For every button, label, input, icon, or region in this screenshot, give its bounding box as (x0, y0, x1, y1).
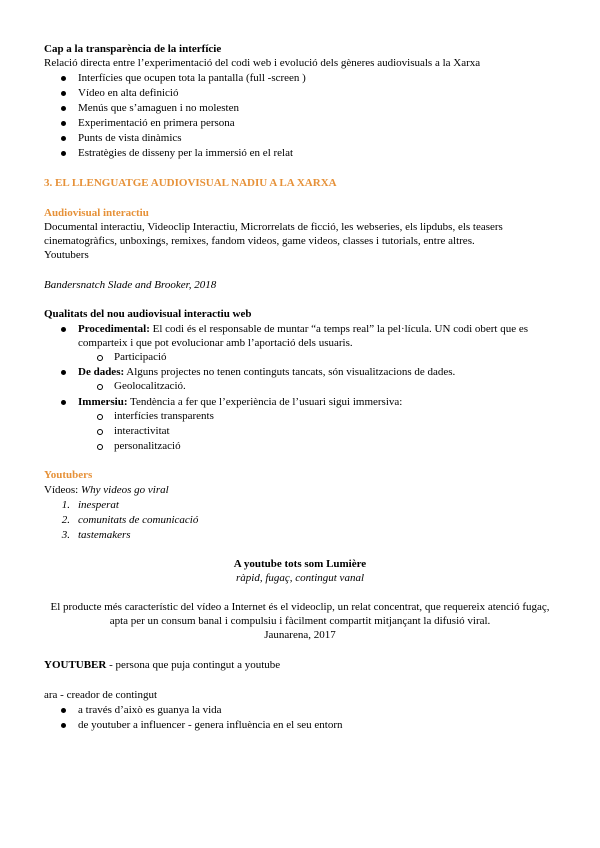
sub-list-item: Geolocalització. (114, 380, 186, 392)
list-item (78, 365, 455, 379)
definition-text: - persona que puja contingut a youtube (106, 659, 281, 671)
item-text: Alguns projectes no tenen continguts tancats, són visualitzacions de dades. (124, 366, 456, 378)
item-text: Tendència a fer que l’experiència de l’usuari sigui immersiva: (127, 396, 403, 408)
quote-paragraph: El producte més característic del vídeo a Internet és el videoclip, un relat concentrat, que requereix atenció fugaç, (50, 601, 550, 613)
video-title: Why videos go viral (80, 484, 169, 496)
item-text: El codi és el responsable de muntar “a temps real” la pel·lícula. UN codi obert que es (149, 323, 529, 335)
citation: Jaunarena, 2017 (264, 629, 336, 641)
list-number: 2. (61, 514, 70, 526)
list-item: tastemakers (78, 529, 131, 541)
list-item: Interfícies que ocupen tota la pantalla (full -screen ) (78, 72, 306, 84)
bullet-icon (61, 136, 66, 141)
item-label: De dades: (78, 366, 125, 378)
sub-list-item: interactivitat (114, 425, 170, 437)
bullet-icon (61, 91, 66, 96)
section-title: 3. EL LLENGUATGE AUDIOVISUAL NADIU A LA XARXA (44, 177, 337, 189)
bullet-icon (61, 708, 66, 713)
sub-bullet-icon (97, 444, 103, 450)
list-item: a través d’això es guanya la vida (78, 704, 222, 716)
subheading: Audiovisual interactiu (44, 207, 149, 219)
section-heading: Cap a la transparència de la interfície (44, 43, 222, 55)
list-item: Menús que s’amaguen i no molesten (78, 102, 239, 114)
list-item: Punts de vista dinàmics (78, 132, 182, 144)
bullet-icon (61, 121, 66, 126)
centered-title: A youtube tots som Lumière (233, 558, 367, 570)
bullet-icon (61, 327, 66, 332)
paragraph: cinematogràfics, unboxings, remixes, fandom videos, game videos, classes i tutorials, entre altres. (44, 235, 475, 247)
paragraph: Youtubers (44, 249, 89, 261)
list-number: 3. (61, 529, 70, 541)
citation: Bandersnatch Slade and Brooker, 2018 (44, 279, 217, 291)
list-number: 1. (61, 499, 70, 511)
bullet-icon (61, 723, 66, 728)
item-label: Procedimental: (78, 323, 150, 335)
item-label: Immersiu: (78, 396, 128, 408)
sub-bullet-icon (97, 414, 103, 420)
list-item: Vídeo en alta definició (78, 87, 179, 99)
section-heading: Qualitats del nou audiovisual interactiu web (44, 308, 252, 320)
list-item (78, 395, 402, 409)
list-item: Experimentació en primera persona (78, 117, 235, 129)
item-text-continued: comparteix i que pot evolucionar amb l’aportació dels usuaris. (78, 337, 353, 349)
list-item: de youtuber a influencer - genera influència en el seu entorn (78, 719, 343, 731)
paragraph: ara - creador de contingut (44, 689, 157, 701)
subheading: Youtubers (44, 469, 93, 481)
list-item: comunitats de comunicació (78, 514, 199, 526)
paragraph: Relació directa entre l’experimentació del codi web i evolució dels gèneres audiovisuals a la Xarxa (44, 57, 481, 69)
videos-prefix: Vídeos: (44, 484, 81, 496)
paragraph: Documental interactiu, Videoclip Interactiu, Microrrelats de ficció, les webseries, els lipdubs, els teasers (44, 221, 503, 233)
sub-list-item: interfícies transparents (114, 410, 214, 422)
term: YOUTUBER (44, 659, 107, 671)
quote-paragraph: apta per un consum banal i compulsiu i fàcilment compartit mitjançant la difusió viral. (109, 615, 491, 627)
bullet-icon (61, 370, 66, 375)
sub-list-item: personalització (114, 440, 181, 452)
list-item: inesperat (78, 499, 119, 511)
bullet-icon (61, 106, 66, 111)
bullet-icon (61, 400, 66, 405)
paragraph (44, 483, 169, 497)
list-item: Estratègies de disseny per la immersió en el relat (78, 147, 294, 159)
sub-bullet-icon (97, 384, 103, 390)
sub-bullet-icon (97, 429, 103, 435)
sub-list-item: Participació (114, 351, 167, 363)
bullet-icon (61, 76, 66, 81)
definition (44, 658, 280, 672)
sub-bullet-icon (97, 355, 103, 361)
list-item (78, 322, 528, 336)
bullet-icon (61, 151, 66, 156)
centered-subtitle: ràpid, fugaç, contingut vanal (235, 572, 364, 584)
